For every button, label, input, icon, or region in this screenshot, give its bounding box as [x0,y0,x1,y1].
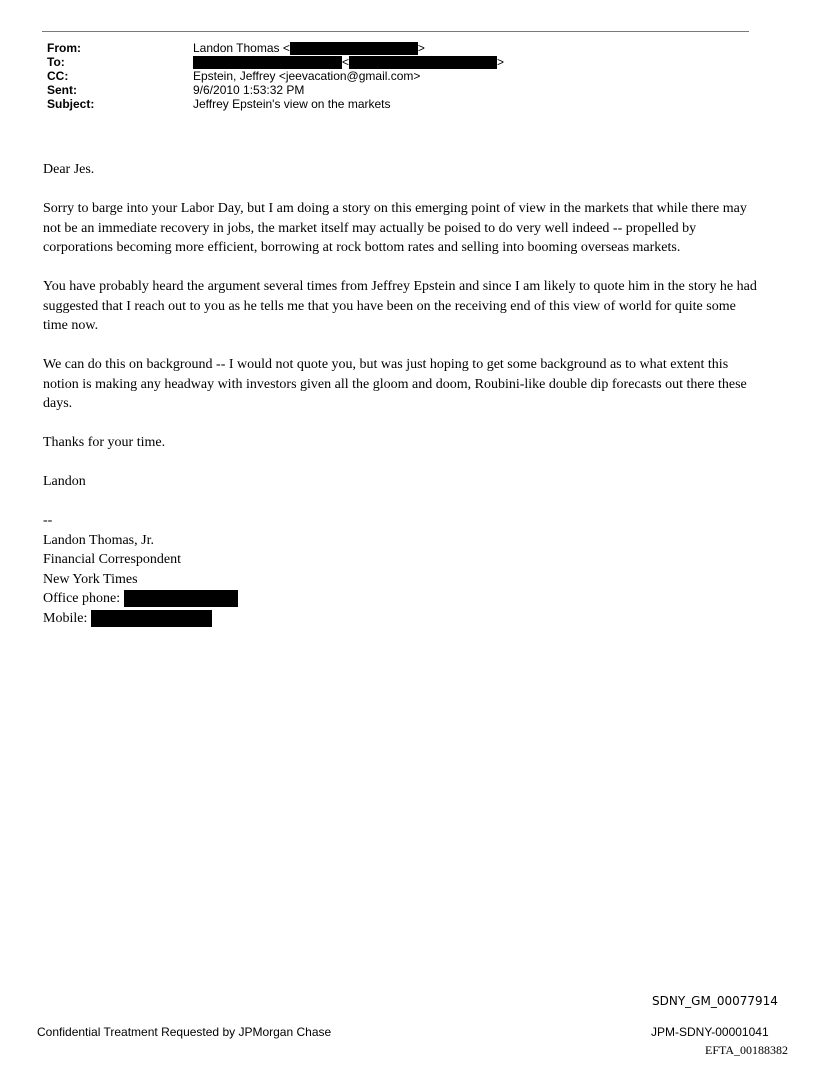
redaction-block [124,590,238,607]
redaction-block [349,56,497,69]
to-label: To: [47,55,65,69]
signature-title: Financial Correspondent [43,552,182,567]
signoff: Landon [43,474,86,489]
signature-block [43,511,763,628]
from-row [47,41,747,55]
to-row [47,55,747,69]
body-paragraph: You have probably heard the argument several times from Jeffrey Epstein and since I am likely to quote him in the story he had suggested that I reach out to you as he tells me that you have been on the receiving end of this view of world for quite some time now. [43,279,757,333]
subject-row [47,97,747,111]
signature-separator: -- [43,513,53,528]
greeting: Dear Jes. [43,162,95,177]
from-name: Landon Thomas < [193,41,290,55]
redaction-block [91,610,212,627]
redaction-block [193,56,342,69]
email-header [47,41,747,111]
subject-value: Jeffrey Epstein's view on the markets [193,97,391,111]
to-open: < [342,55,350,69]
office-phone-label: Office phone: [43,591,121,606]
office-phone-row [43,589,763,609]
signature-org: New York Times [43,571,138,587]
redaction-block [290,42,418,55]
mobile-row [43,609,763,629]
to-value [193,55,504,69]
cc-row [47,69,747,83]
bates-number-sdny: SDNY_GM_00077914 [652,994,778,1008]
sent-value: 9/6/2010 1:53:32 PM [193,83,305,97]
from-close: > [417,41,425,55]
body-paragraph: Sorry to barge into your Labor Day, but I am doing a story on this emerging point of view in the markets that while there may not be an immediate recovery in jobs, the market itself may actually be poised to do very well indeed -- propelled by corporations becoming more efficient, borrowing at rock bottom rates and selling into booming overseas markets. [43,201,747,255]
signature-name: Landon Thomas, Jr. [43,532,154,548]
header-divider [42,31,749,32]
email-body [43,160,763,628]
body-paragraph: We can do this on background -- I would not quote you, but was just hoping to get some background as to what extent this notion is making any headway with investors given all the gloom and doom, Roubini-like double dip forecasts out there these days. [43,357,747,411]
from-label: From: [47,41,81,55]
from-value [193,41,425,55]
sent-label: Sent: [47,83,77,97]
cc-label: CC: [47,69,69,83]
subject-label: Subject: [47,97,95,111]
bates-number-jpm: JPM-SDNY-00001041 [651,1025,769,1039]
cc-value: Epstein, Jeffrey <jeevacation@gmail.com> [193,69,421,83]
bates-number-efta: EFTA_00188382 [705,1043,789,1057]
thanks-line: Thanks for your time. [43,435,166,450]
confidential-notice: Confidential Treatment Requested by JPMorgan Chase [37,1025,332,1039]
sent-row [47,83,747,97]
mobile-label: Mobile: [43,610,88,626]
to-close: > [497,55,505,69]
